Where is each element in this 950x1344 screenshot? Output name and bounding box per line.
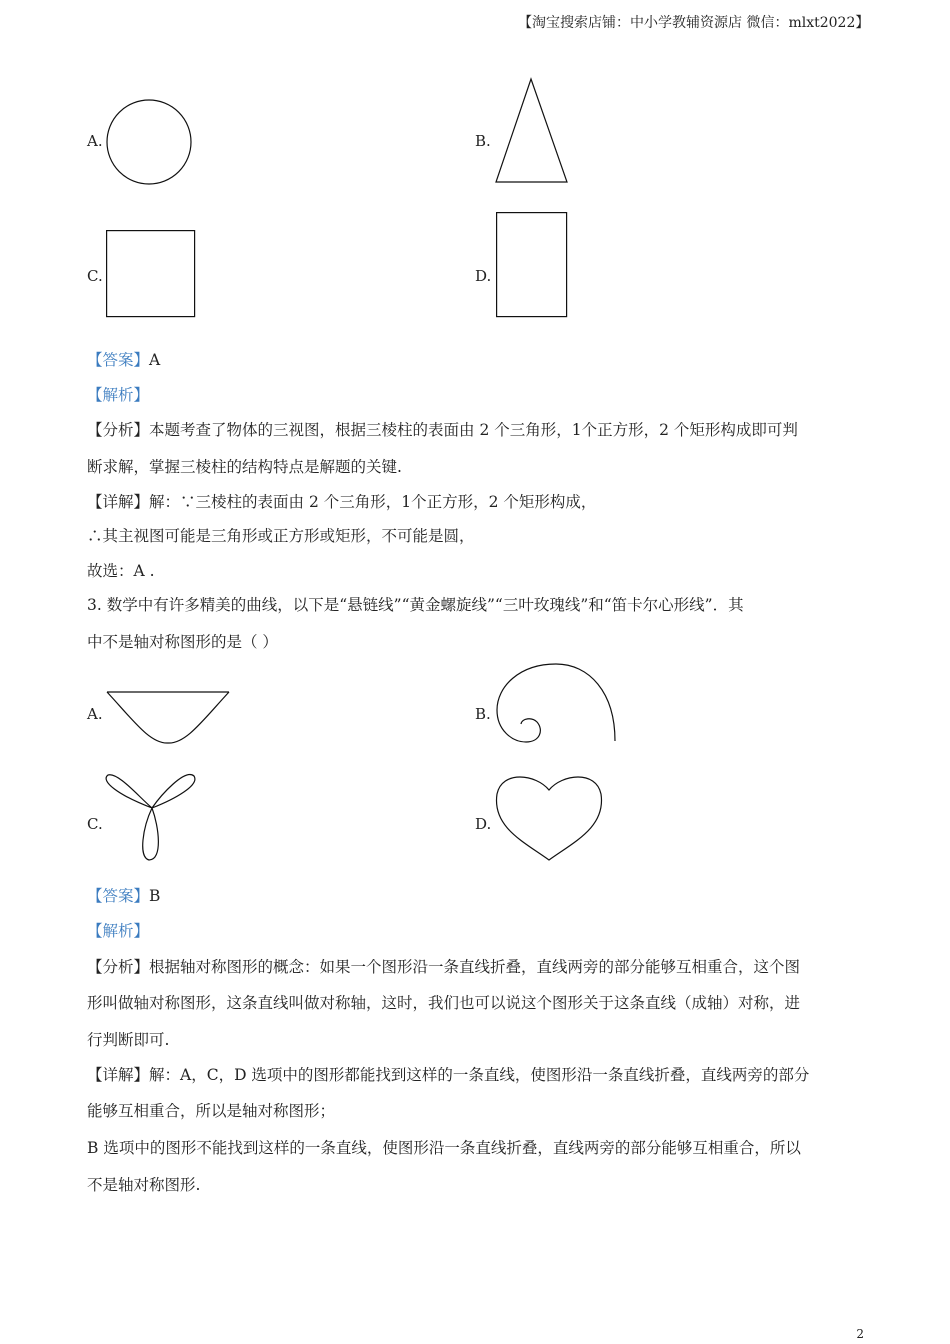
q2-fenxi-text-1: 本题考查了物体的三视图，根据三棱柱的表面由 2 个三角形，1个正方形，2 个矩形构成即可判 <box>149 421 798 439</box>
q2-fenxi-tag: 【分析】 <box>87 421 150 439</box>
q2-xiangjie-line-2: ∴其主视图可能是三角形或正方形或矩形，不可能是圆， <box>87 527 475 545</box>
q3-fenxi-text-1: 根据轴对称图形的概念：如果一个图形沿一条直线折叠，直线两旁的部分能够互相重合，这个图 <box>149 958 801 976</box>
q3-xiangjie-text-1: 解：A，C，D 选项中的图形都能找到这样的一条直线，使图形沿一条直线折叠，直线两旁的部分 <box>149 1066 810 1084</box>
q3-stem-line-1: 3. 数学中有许多精美的曲线，以下是“悬链线”“黄金螺旋线”“三叶玫瑰线”和“笛卡尔心形线”．其 <box>87 596 744 614</box>
q2-option-a-circle <box>106 99 192 185</box>
q2-fenxi-line-2: 断求解，掌握三棱柱的结构特点是解题的关键. <box>87 458 402 476</box>
q3-answer <box>87 886 160 906</box>
page-header: 【淘宝搜索店铺：中小学教辅资源店 微信：mlxt2022】 <box>518 15 870 31</box>
q2-answer <box>87 350 160 370</box>
q2-xiangjie-line-3: 故选：A . <box>87 562 155 580</box>
q3-option-d-cardioid <box>494 772 604 862</box>
q2-option-a-label: A. <box>87 132 103 150</box>
q3-option-c-three-leaf-rose <box>103 771 199 863</box>
q2-option-c-label: C. <box>87 267 103 285</box>
q2-option-b-label: B. <box>475 132 491 150</box>
q3-xiangjie-tag: 【详解】 <box>87 1066 150 1084</box>
q2-option-b-triangle <box>495 78 569 184</box>
q2-option-d-rectangle <box>496 212 568 318</box>
q3-xiangjie-line-2: 能够互相重合，所以是轴对称图形； <box>87 1102 336 1120</box>
page-number: 2 <box>856 1327 864 1341</box>
q3-answer-tag: 【答案】 <box>87 887 150 905</box>
q2-xiangjie-text-1: 解：∵三棱柱的表面由 2 个三角形，1个正方形，2 个矩形构成， <box>149 493 597 511</box>
q2-option-c-square <box>106 230 196 318</box>
q3-xiangjie-line-4: 不是轴对称图形. <box>87 1176 201 1194</box>
q2-answer-tag: 【答案】 <box>87 351 150 369</box>
q2-jiexi-heading: 【解析】 <box>87 386 150 404</box>
q3-option-b-label: B. <box>475 705 491 723</box>
q3-xiangjie-line-1 <box>87 1065 809 1085</box>
q2-option-d-label: D. <box>475 267 492 285</box>
q3-jiexi-heading: 【解析】 <box>87 922 150 940</box>
q3-fenxi-line-1 <box>87 957 800 977</box>
q3-fenxi-line-2: 形叫做轴对称图形，这条直线叫做对称轴，这时，我们也可以说这个图形关于这条直线（成轴）对称，进 <box>87 994 801 1012</box>
q3-answer-value: B <box>149 887 161 905</box>
q3-option-a-catenary <box>105 690 231 746</box>
q3-stem-line-2: 中不是轴对称图形的是（ ） <box>87 633 278 651</box>
q2-answer-value: A <box>149 351 161 369</box>
q3-option-b-golden-spiral <box>494 662 618 744</box>
q2-xiangjie-line-1 <box>87 492 596 512</box>
q3-fenxi-line-3: 行判断即可. <box>87 1031 170 1049</box>
q2-fenxi-line-1 <box>87 420 798 440</box>
q3-option-d-label: D. <box>475 815 492 833</box>
q3-fenxi-tag: 【分析】 <box>87 958 150 976</box>
q2-xiangjie-tag: 【详解】 <box>87 493 150 511</box>
q3-xiangjie-line-3: B 选项中的图形不能找到这样的一条直线，使图形沿一条直线折叠，直线两旁的部分能够互相重合，所以 <box>87 1139 801 1157</box>
q3-option-c-label: C. <box>87 815 103 833</box>
q3-option-a-label: A. <box>87 705 103 723</box>
